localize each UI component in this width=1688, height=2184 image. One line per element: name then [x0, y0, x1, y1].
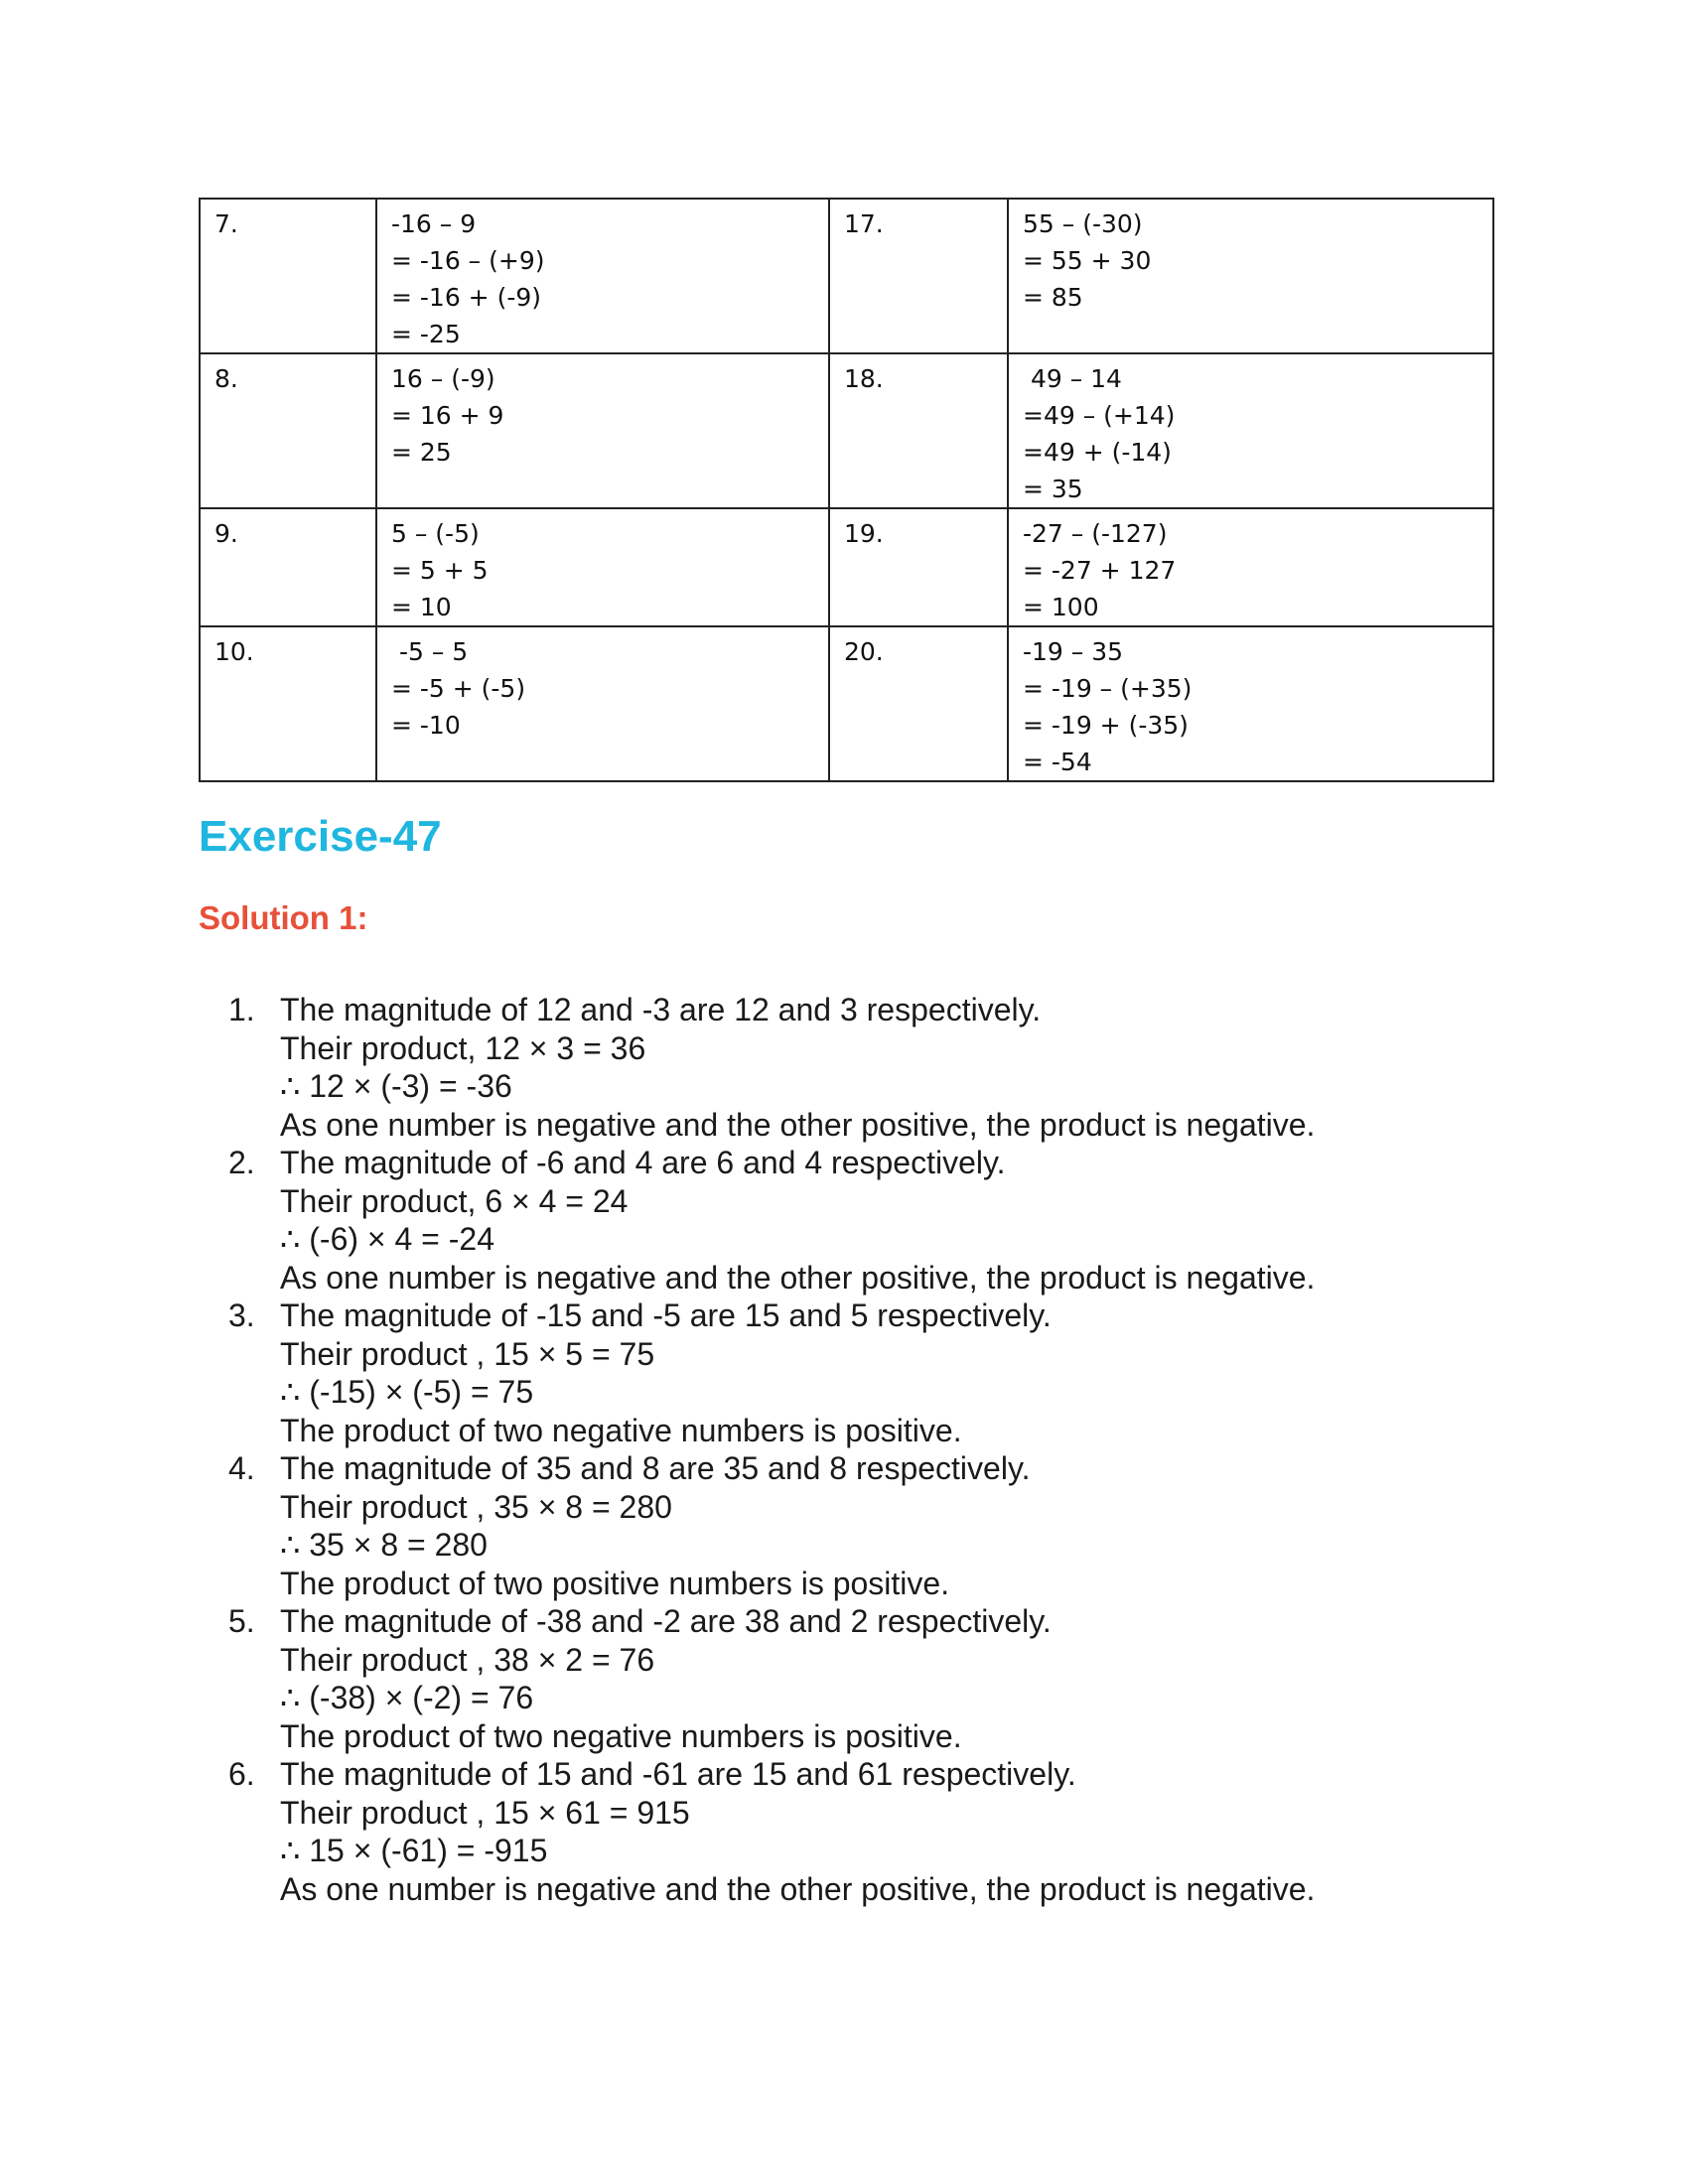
- answer-line: The magnitude of 35 and 8 are 35 and 8 respectively.: [280, 1450, 1031, 1486]
- working-line: = -19 + (-35): [1023, 711, 1189, 740]
- working-line: = -27 + 127: [1023, 556, 1177, 585]
- answer-line: Their product, 6 × 4 = 24: [280, 1182, 629, 1219]
- list-item: [228, 1449, 1499, 1602]
- working-line: -16 – 9: [391, 209, 477, 238]
- answer-line: The product of two negative numbers is positive.: [280, 1717, 962, 1754]
- working-line: = 55 + 30: [1023, 246, 1152, 275]
- answer-line: ∴ 35 × 8 = 280: [280, 1527, 488, 1563]
- question-number-cell: [829, 199, 1008, 353]
- working-line: -27 – (-127): [1023, 519, 1168, 548]
- working-cell: [376, 353, 829, 508]
- question-number-cell: [829, 626, 1008, 781]
- working-line: = 10: [391, 593, 452, 621]
- question-number-cell: [200, 626, 376, 781]
- working-line: = -54: [1023, 748, 1092, 776]
- answer-line: The magnitude of 15 and -61 are 15 and 61 respectively.: [280, 1756, 1076, 1792]
- question-number-cell: [200, 353, 376, 508]
- answer-line: As one number is negative and the other positive, the product is negative.: [280, 1259, 1316, 1296]
- answer-line: ∴ (-38) × (-2) = 76: [280, 1680, 534, 1715]
- question-number-cell: [200, 199, 376, 353]
- working-line: = -16 + (-9): [391, 283, 542, 312]
- working-cell: [1008, 508, 1493, 626]
- question-number-cell: [200, 508, 376, 626]
- working-line: = 35: [1023, 475, 1083, 503]
- answer-line: Their product , 35 × 8 = 280: [280, 1488, 672, 1525]
- answer-line: Their product , 38 × 2 = 76: [280, 1641, 655, 1678]
- exercise-heading: Exercise-47: [199, 812, 442, 861]
- working-cell: [1008, 626, 1493, 781]
- table-row: [200, 626, 1493, 781]
- question-number: 19.: [844, 519, 884, 548]
- working-cell: [1008, 353, 1493, 508]
- question-number: 18.: [844, 364, 884, 393]
- working-line: -5 – 5: [391, 637, 469, 666]
- item-number: 3.: [228, 1297, 255, 1333]
- question-number-cell: [829, 353, 1008, 508]
- item-number: 6.: [228, 1756, 255, 1792]
- working-line: 16 – (-9): [391, 364, 495, 393]
- working-line: -19 – 35: [1023, 637, 1124, 666]
- item-number: 5.: [228, 1603, 255, 1639]
- question-number: 7.: [214, 209, 238, 238]
- answer-line: The product of two positive numbers is positive.: [280, 1565, 950, 1601]
- list-item: [228, 1602, 1499, 1755]
- item-number: 4.: [228, 1450, 255, 1486]
- working-line: 55 – (-30): [1023, 209, 1143, 238]
- working-line: = 25: [391, 438, 452, 467]
- answer-line: ∴ 15 × (-61) = -915: [280, 1833, 548, 1868]
- working-line: = -5 + (-5): [391, 674, 526, 703]
- question-number: 8.: [214, 364, 238, 393]
- question-number-cell: [829, 508, 1008, 626]
- answer-line: The magnitude of 12 and -3 are 12 and 3 respectively.: [280, 992, 1042, 1027]
- question-number: 20.: [844, 637, 884, 666]
- answer-line: Their product , 15 × 61 = 915: [280, 1794, 690, 1831]
- table-row: [200, 199, 1493, 353]
- answer-line: The product of two negative numbers is positive.: [280, 1412, 962, 1448]
- working-line: 49 – 14: [1023, 364, 1122, 393]
- working-line: = -16 – (+9): [391, 246, 545, 275]
- table-row: [200, 508, 1493, 626]
- working-cell: [376, 626, 829, 781]
- table-row: [200, 353, 1493, 508]
- working-line: = -10: [391, 711, 461, 740]
- answer-line: ∴ 12 × (-3) = -36: [280, 1068, 512, 1104]
- working-cell: [376, 508, 829, 626]
- answer-line: Their product, 12 × 3 = 36: [280, 1029, 646, 1066]
- answer-line: Their product , 15 × 5 = 75: [280, 1335, 655, 1372]
- working-line: = 16 + 9: [391, 401, 504, 430]
- list-item: [228, 991, 1499, 1144]
- answer-line: The magnitude of -6 and 4 are 6 and 4 respectively.: [280, 1145, 1006, 1180]
- list-item: [228, 1755, 1499, 1908]
- question-number: 9.: [214, 519, 238, 548]
- answer-line: ∴ (-6) × 4 = -24: [280, 1221, 494, 1257]
- solutions-table: [199, 198, 1494, 782]
- working-line: = -19 – (+35): [1023, 674, 1193, 703]
- answer-line: The magnitude of -15 and -5 are 15 and 5 respectively.: [280, 1297, 1052, 1333]
- item-number: 2.: [228, 1145, 255, 1180]
- working-cell: [376, 199, 829, 353]
- question-number: 10.: [214, 637, 254, 666]
- working-line: = 5 + 5: [391, 556, 489, 585]
- working-line: 5 – (-5): [391, 519, 480, 548]
- answer-line: ∴ (-15) × (-5) = 75: [280, 1374, 534, 1410]
- list-item: [228, 1297, 1499, 1449]
- working-line: = 100: [1023, 593, 1099, 621]
- answer-line: As one number is negative and the other positive, the product is negative.: [280, 1106, 1316, 1143]
- question-number: 17.: [844, 209, 884, 238]
- answer-list: [228, 991, 1499, 1908]
- working-line: =49 + (-14): [1023, 438, 1172, 467]
- working-line: =49 – (+14): [1023, 401, 1176, 430]
- working-line: = 85: [1023, 283, 1083, 312]
- list-item: [228, 1144, 1499, 1297]
- working-line: = -25: [391, 320, 461, 348]
- answer-line: The magnitude of -38 and -2 are 38 and 2 respectively.: [280, 1603, 1052, 1639]
- solution-heading: Solution 1:: [199, 899, 368, 936]
- item-number: 1.: [228, 992, 255, 1027]
- answer-line: As one number is negative and the other positive, the product is negative.: [280, 1870, 1316, 1907]
- working-cell: [1008, 199, 1493, 353]
